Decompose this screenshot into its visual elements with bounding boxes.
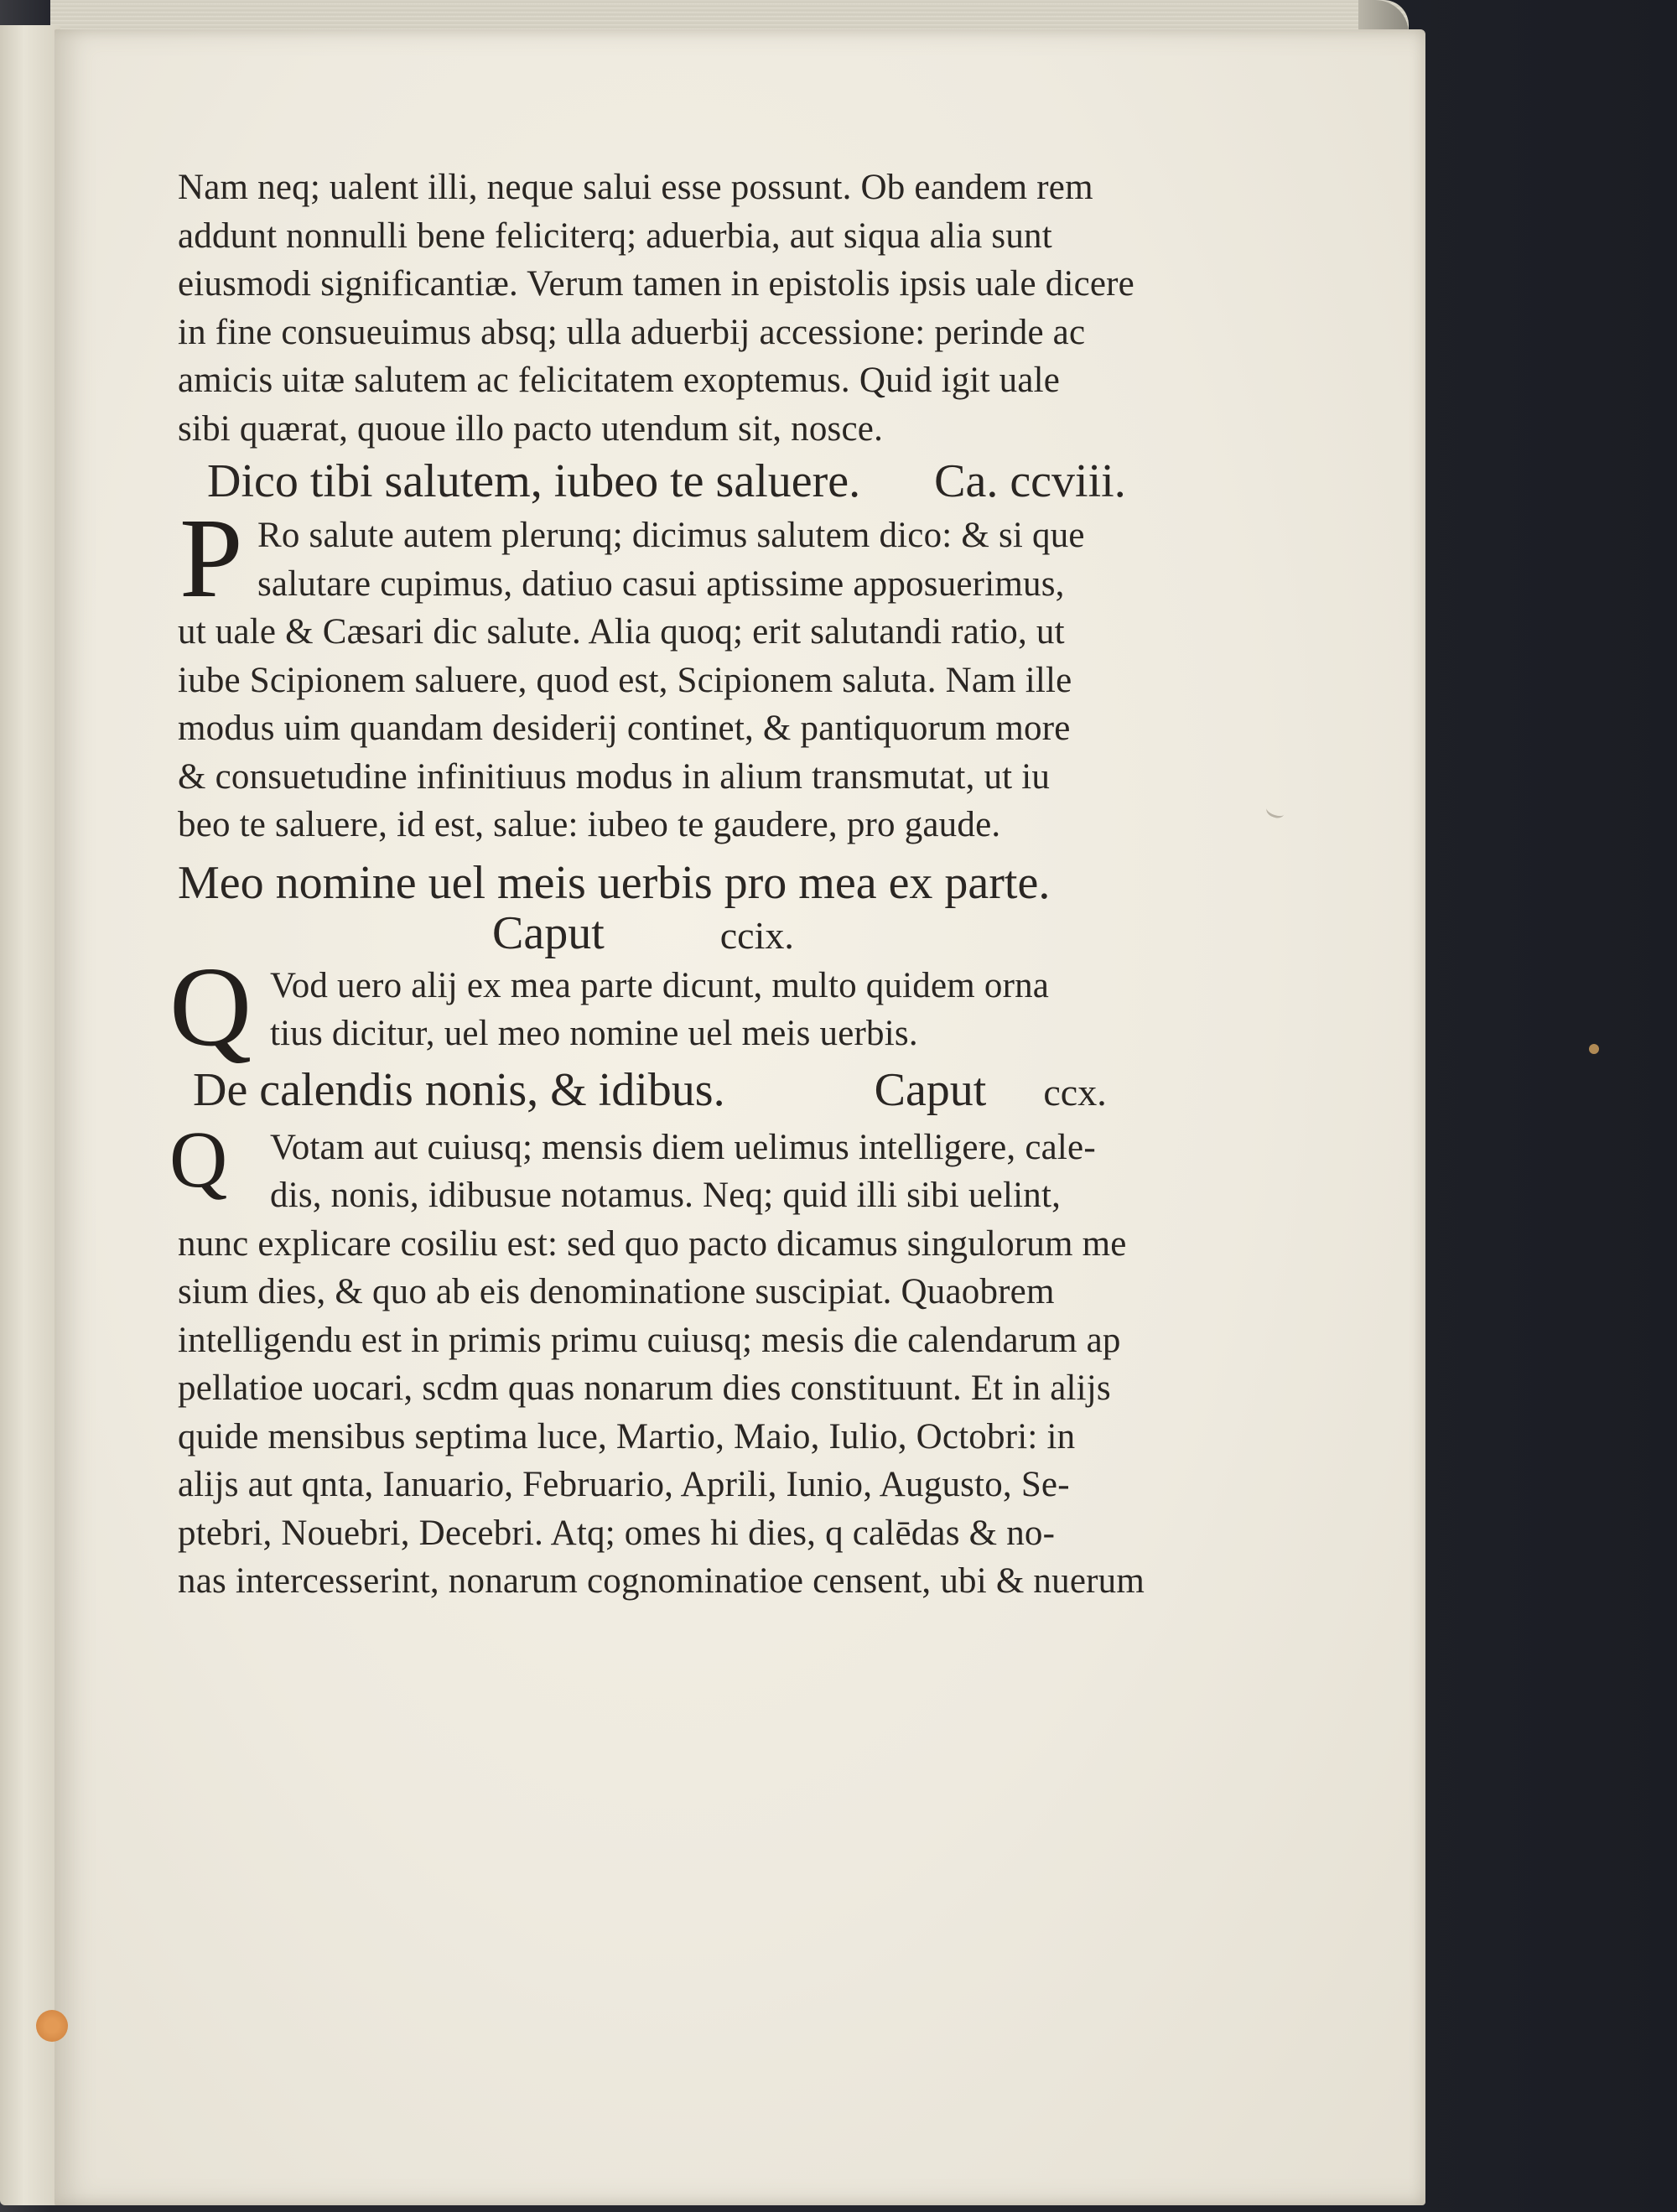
chapter-label-209 (178, 908, 1268, 958)
text-line: dis, nonis, idibusue notamus. Neq; quid illi sibi uelint, (270, 1176, 1062, 1215)
page-stain (36, 2010, 68, 2042)
text-line: salutare cupimus, datiuo casui aptissime apposuerimus, (257, 563, 1065, 604)
text-line: eiusmodi significantiæ. Verum tamen in epistolis ipsis uale dicere (178, 264, 1134, 304)
caput-label: Caput (874, 1063, 987, 1116)
paragraph-1 (178, 164, 1268, 453)
chapter-heading-210 (178, 1065, 1268, 1115)
heading-title: Meo nomine uel meis uerbis pro mea ex parte. (178, 856, 1051, 909)
heading-title: Dico tibi salutem, iubeo te saluere. (207, 455, 861, 507)
text-line: Votam aut cuiusq; mensis diem uelimus intelligere, cale- (270, 1127, 1096, 1167)
text-line: nas intercesserint, nonarum cognominatioe censent, ubi & nuerum (178, 1561, 1145, 1601)
text-line: addunt nonnulli bene feliciterq; aduerbia, aut siqua alia sunt (178, 215, 1052, 256)
text-line: intelligendu est in primis primu cuiusq; mesis die calendarum ap (178, 1320, 1121, 1360)
text-line: pellatioe uocari, scdm quas nonarum dies constituunt. Et in alijs (178, 1368, 1111, 1408)
text-line: amicis uitæ salutem ac felicitatem exoptemus. Quid igit uale (178, 361, 1061, 400)
dust-speck (1589, 1044, 1599, 1054)
text-line: nunc explicare cosiliu est: sed quo pacto dicamus singulorum me (178, 1223, 1127, 1264)
text-line: sibi quærat, quoue illo pacto utendum sit, nosce. (178, 408, 884, 449)
chapter-number: ccx. (1043, 1070, 1107, 1114)
caput-label: Caput (492, 906, 605, 959)
text-line: ptebri, Nouebri, Decebri. Atq; omes hi dies, q calēdas & no- (178, 1513, 1056, 1553)
chapter-number: ccix. (719, 913, 794, 957)
page-text (169, 164, 1268, 1606)
text-line: ut uale & Cæsari dic salute. Alia quoq; erit salutandi ratio, ut (178, 612, 1065, 652)
paragraph-2 (178, 496, 1268, 849)
text-line: Ro salute autem plerunq; dicimus salutem dico: & si que (257, 516, 1085, 555)
heading-title: De calendis nonis, & idibus. (193, 1063, 725, 1116)
text-line: beo te saluere, id est, salue: iubeo te gaudere, pro gaude. (178, 805, 1001, 844)
text-line: modus uim quandam desiderij continet, & pantiquorum more (178, 709, 1071, 748)
text-line: alijs aut qnta, Ianuario, Februario, Aprili, Iunio, Augusto, Se- (178, 1465, 1070, 1504)
text-line: in fine consueuimus absq; ulla aduerbij accessione: perinde ac (178, 312, 1086, 352)
chapter-heading-208 (178, 456, 1268, 506)
drop-initial-q: Q (169, 943, 252, 1070)
chapter-heading-209 (178, 858, 1268, 908)
text-line: & consuetudine infinitiuus modus in alium transmutat, ut iu (178, 756, 1051, 797)
text-line: Nam neq; ualent illi, neque salui esse possunt. Ob eandem rem (178, 168, 1093, 207)
drop-initial-p: P (179, 496, 243, 621)
text-line: quide mensibus septima luce, Martio, Maio, Iulio, Octobri: in (178, 1416, 1076, 1456)
paragraph-4 (169, 1114, 1268, 1606)
paragraph-3 (169, 943, 1268, 1070)
left-page-edge (0, 25, 60, 2205)
chapter-number: Ca. ccviii. (934, 455, 1126, 507)
text-line: sium dies, & quo ab eis denominatione suscipiat. Quaobrem (178, 1272, 1055, 1311)
initial-q: Q (169, 1114, 228, 1204)
text-line: iube Scipionem saluere, quod est, Scipionem saluta. Nam ille (178, 660, 1072, 700)
text-line: tius dicitur, uel meo nomine uel meis uerbis. (270, 1014, 918, 1053)
text-line: Vod uero alij ex mea parte dicunt, multo quidem orna (270, 965, 1050, 1005)
